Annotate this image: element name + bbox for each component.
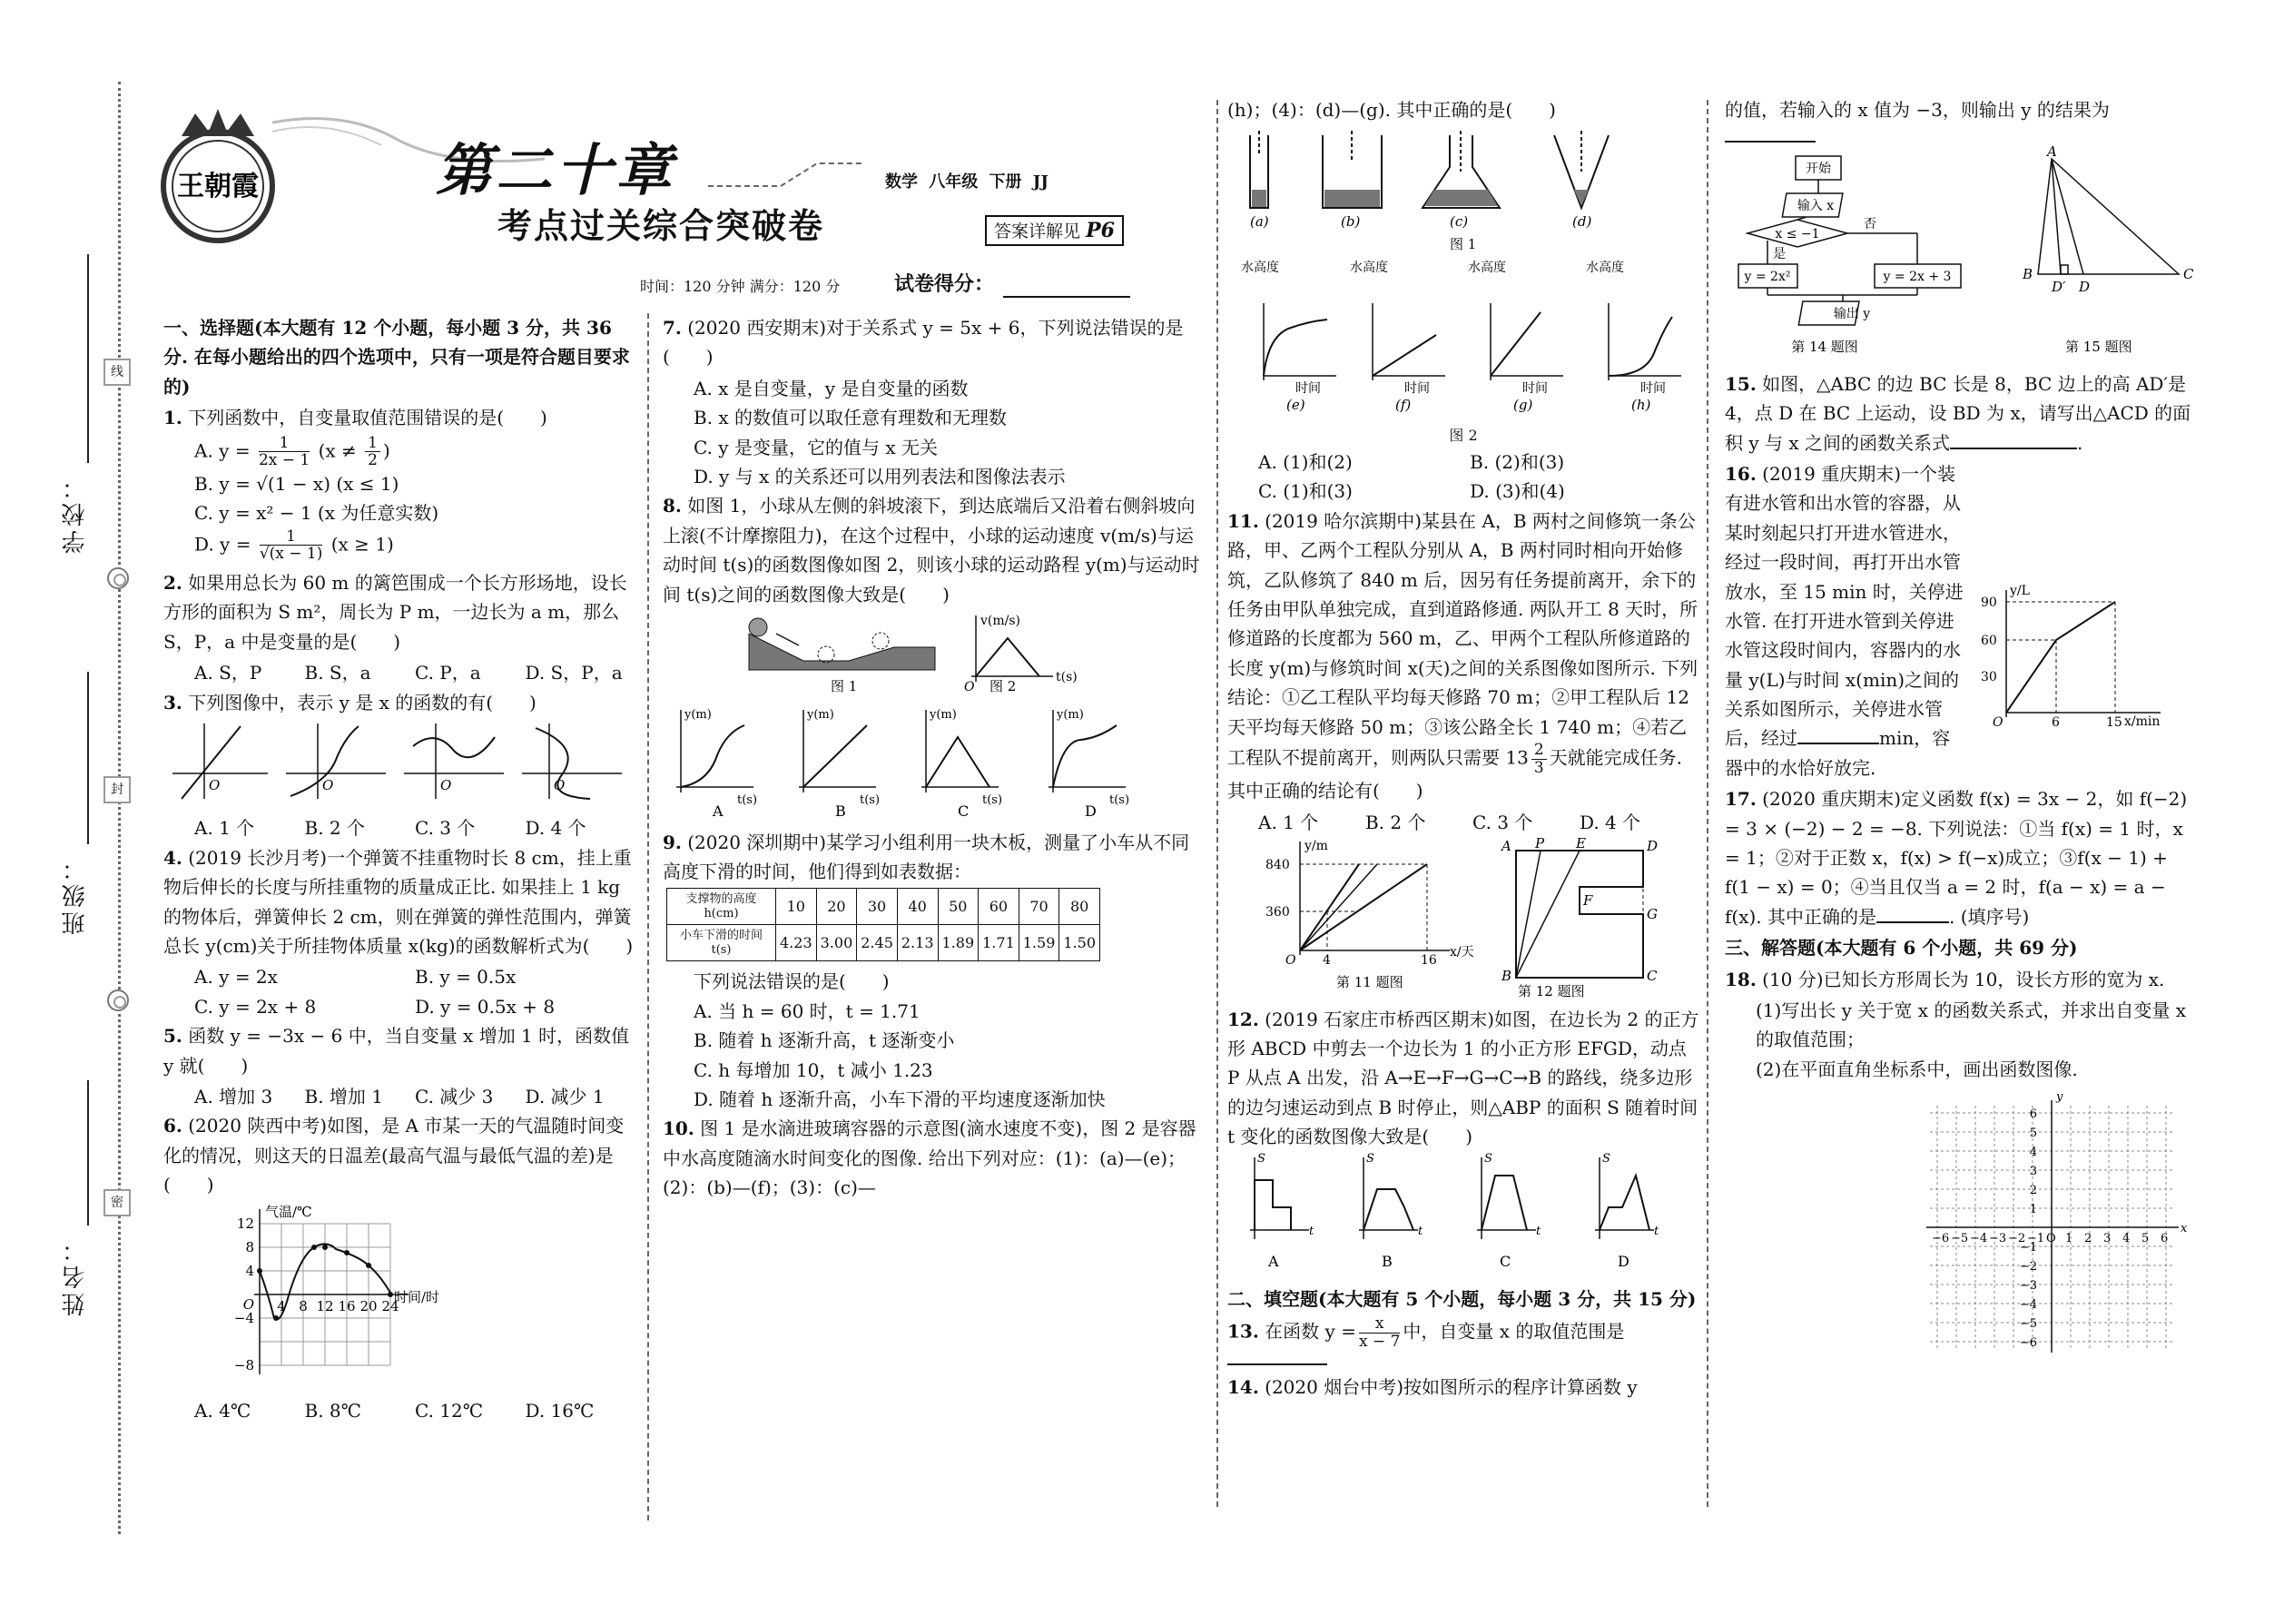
q1-option-a[interactable]: A. y = $\frac{1}{2x - 1}$ (x ≠ $\frac{1}{2}$ ) (194, 433, 390, 470)
q4-option-b[interactable]: B. y = 0.5x (415, 966, 517, 989)
y-tick-label: −3 (2019, 1279, 2037, 1294)
x-tick-label: O (2046, 1232, 2056, 1246)
q8-option-c: C (958, 802, 970, 821)
q11-options (1227, 808, 1699, 837)
q5-option-a[interactable]: A. 增加 3 (194, 1085, 273, 1107)
binding-hole (107, 567, 129, 589)
q9-option-d[interactable]: D. 随着 h 逐渐升高，小车下滑的平均速度逐渐加快 (694, 1088, 1106, 1111)
svg-text:y(m): y(m) (930, 708, 957, 723)
svg-text:图 1: 图 1 (831, 677, 858, 694)
y-tick-label: 4 (2029, 1146, 2037, 1160)
q10-stem: 图 1 是水滴进玻璃容器的示意图(滴水速度不变)，图 2 是容器中水高度随滴水时间变化的图像. 给出下列对应：(1)：(a)—(e)；(2)：(b)—(f)；(3)：(c)— (663, 1117, 1196, 1199)
q12-option-d: D (1618, 1253, 1629, 1271)
svg-text:(f): (f) (1395, 396, 1412, 413)
x-tick-label: 1 (2065, 1232, 2073, 1246)
question-1: 1. 下列函数中，自变量取值范围错误的是( ) (163, 407, 547, 429)
q2-option-c[interactable]: C. P，a (415, 662, 481, 684)
x-tick-label: −4 (1970, 1232, 1988, 1246)
x-tick-label: 6 (2161, 1232, 2169, 1246)
question-8: 8. 如图 1，小球从左侧的斜坡滚下，到达底端后又沿着右侧斜坡向上滚(不计摩擦阻力)，在这个过程中，小球的运动速度 v(m/s)与运动时间 t(s)的函数图像如图 2，则该小球的运动路程 y(m)与运动时间 t(s)之间的函数图像大致是( ) (663, 495, 1200, 605)
q1-a-fraction: $\frac{1}{2x - 1}$ (258, 433, 310, 470)
q3-graph-b (286, 723, 386, 799)
svg-text:O: O (964, 679, 975, 694)
q8-stem: 如图 1，小球从左侧的斜坡滚下，到达底端后又沿着右侧斜坡向上滚(不计摩擦阻力)，在这个过程中，小球的运动速度 v(m/s)与运动时间 t(s)的函数图像如图 2，则该小球的运动路程 y(m)与运动时间 t(s)之间的函数图像大致是( ) (663, 495, 1200, 605)
svg-text:S: S (1602, 1152, 1610, 1166)
svg-text:O: O (440, 777, 452, 794)
svg-text:E: E (1576, 835, 1586, 852)
svg-text:输出 y: 输出 y (1833, 307, 1871, 322)
q16-water-chart (1970, 586, 2197, 731)
q3-option-c[interactable]: C. 3 个 (415, 817, 476, 840)
svg-text:6: 6 (2052, 715, 2060, 730)
x-axis-label: x (2181, 1222, 2188, 1236)
q6-stem: (2020 陕西中考)如图，是 A 市某一天的气温随时间变化的情况，则这天的日温差(最高气温与最低气温的差)是( ) (163, 1115, 625, 1196)
svg-text:第 11 题图: 第 11 题图 (1336, 974, 1403, 991)
x-tick-label: 5 (2141, 1232, 2150, 1246)
svg-text:y/m: y/m (1305, 839, 1328, 854)
question-18: 18. (10 分)已知长方形周长为 10，设长方形的宽为 x. (1725, 968, 2165, 990)
q14-continued: 的值，若输入的 x 值为 −3，则输出 y 的结果为 (1725, 99, 2110, 121)
q17-answer-blank[interactable] (1876, 921, 1949, 923)
q4-stem: (2019 长沙月考)一个弹簧不挂重物时长 8 cm，挂上重物后伸长的长度与所挂重物的质量成正比. 如果挂上 1 kg 的物体后，弹簧伸长 2 cm，则在弹簧的弹性范围内，弹簧总长 y(cm)关于所挂物体质量 x(kg)的函数解析式为( ) (163, 846, 634, 957)
seal-mark-line: 线 (103, 359, 131, 386)
q11-option-c[interactable]: C. 3 个 (1472, 811, 1533, 833)
q12-square-figure (1516, 851, 1643, 978)
svg-text:输入 x: 输入 x (1797, 199, 1835, 214)
svg-text:x ≤ −1: x ≤ −1 (1775, 227, 1820, 242)
svg-text:v(m/s): v(m/s) (980, 613, 1021, 628)
seal-mark-seal: 封 (103, 776, 131, 803)
question-11: 11. (2019 哈尔滨期中)某县在 A，B 两村之间修筑一条公路，甲、乙两个工程队分别从 A，B 两村同时相向开始修筑，乙队修筑了 840 m 后，因另有任务提前离开，余下的任务由甲队单独完成，直到道路修通. 两队开工 8 天时，所修道路的长度都为 560 m，乙、甲两个工程队所修道路的长度 y(m)与修筑时间 x(天)之间的关系图像如图所示. 下列结论：①乙工程队平均每天修路 70 m；②甲工程队后 12 天平均每天修路 50 m；③该公路全长 1 740 m；④若乙工程队不提前离开，则两队只需要 13 $\frac{2}{3}$ 天就能完成任务. 其中正确的结论有( ) (1227, 509, 1698, 802)
q7-option-a[interactable]: A. x 是自变量，y 是自变量的函数 (694, 377, 969, 399)
svg-text:F: F (1583, 892, 1593, 910)
q3-graph-d (522, 723, 622, 799)
x-tick-label: −1 (2027, 1232, 2045, 1246)
svg-text:O: O (209, 777, 221, 794)
y-tick-label: −5 (2019, 1317, 2037, 1332)
q4-option-d[interactable]: D. y = 0.5x + 8 (415, 995, 556, 1018)
q11-option-d[interactable]: D. 4 个 (1580, 811, 1641, 833)
question-13: 13. 在函数 y = $\frac{x}{x - 7}$ 中，自变量 x 的取值范围是 (1227, 1314, 1625, 1351)
q2-option-a[interactable]: A. S，P (194, 662, 262, 684)
svg-text:30: 30 (1981, 670, 1997, 684)
q1-stem: 下列函数中，自变量取值范围错误的是( ) (188, 407, 547, 429)
q14-answer-blank[interactable] (1725, 126, 1816, 143)
q13-answer-blank[interactable] (1227, 1363, 1327, 1365)
svg-text:O: O (1993, 715, 2004, 730)
q8-option-b: B (835, 802, 846, 821)
svg-text:20: 20 (359, 1297, 378, 1314)
svg-text:P: P (1535, 835, 1545, 852)
q11-q12-figures (1227, 835, 1699, 1000)
q3-option-a[interactable]: A. 1 个 (194, 817, 255, 840)
q7-option-d[interactable]: D. y 与 x 的关系还可以用列表法和图像法表示 (694, 465, 1066, 487)
svg-text:−4: −4 (233, 1309, 254, 1326)
svg-text:水高度: 水高度 (1468, 260, 1506, 275)
q18-coordinate-grid[interactable] (1915, 1090, 2197, 1363)
question-7: 7. (2020 西安期末)对于关系式 y = 5x + 6，下列说法错误的是( ) (663, 317, 1184, 369)
svg-text:S: S (1484, 1152, 1492, 1166)
q15-triangle (2038, 159, 2179, 274)
svg-text:C: C (2183, 266, 2194, 283)
q4-options-row1 (163, 962, 635, 991)
q6-ylabel: 气温/℃ (265, 1203, 312, 1220)
svg-text:t(s): t(s) (982, 793, 1003, 808)
svg-text:D: D (2079, 279, 2091, 296)
svg-text:24: 24 (381, 1297, 399, 1314)
q10-continued: (h)；(4)：(d)—(g). 其中正确的是( ) (1227, 99, 1556, 121)
q8-option-d: D (1085, 802, 1097, 821)
svg-text:时间: 时间 (1640, 380, 1666, 396)
q6-option-d[interactable]: D. 16℃ (525, 1399, 595, 1422)
score-label: 试卷得分： (894, 272, 995, 296)
name-label: 姓名： (62, 1235, 89, 1316)
svg-text:是: 是 (1773, 247, 1786, 262)
q5-option-c[interactable]: C. 减少 3 (415, 1085, 494, 1107)
column-2 (663, 313, 1203, 1205)
section-choice-title: 一、选择题(本大题有 12 个小题，每小题 3 分，共 36 分. 在每小题给出的四个选项中，只有一项是符合题目要求的) (163, 317, 630, 398)
q3-option-b[interactable]: B. 2 个 (304, 817, 365, 840)
y-tick-label: 2 (2029, 1184, 2037, 1198)
q10-options-row1 (1227, 448, 1699, 477)
q9-data-table (666, 888, 1100, 961)
svg-text:y = 2x²: y = 2x² (1744, 270, 1791, 285)
question-14: 14. (2020 烟台中考)按如图所示的程序计算函数 y (1227, 1375, 1638, 1398)
svg-text:O: O (1285, 953, 1296, 969)
q6-option-c[interactable]: C. 12℃ (415, 1399, 484, 1422)
binding-hole (107, 989, 129, 1011)
svg-text:12: 12 (236, 1215, 254, 1232)
svg-text:t(s): t(s) (737, 793, 758, 808)
q3-graph-c (404, 723, 504, 799)
q11-fraction: $\frac{2}{3}$ (1531, 742, 1547, 776)
q7-option-b[interactable]: B. x 的数值可以取任意有理数和无理数 (694, 407, 1008, 429)
score-field[interactable] (1003, 296, 1130, 298)
svg-text:840: 840 (1265, 858, 1290, 873)
table-row: 小车下滑的时间t(s) 4.23 3.00 2.45 2.13 1.89 1.71 1.59 1.50 (667, 925, 1100, 961)
q4-option-a[interactable]: A. y = 2x (194, 966, 278, 989)
question-4: 4. (2019 长沙月考)一个弹簧不挂重物时长 8 cm，挂上重物后伸长的长度与所挂重物的质量成正比. 如果挂上 1 kg 的物体后，弹簧伸长 2 cm，则在弹簧的弹性范围内，弹簧总长 y(cm)关于所挂物体质量 x(kg)的函数解析式为( ) (163, 846, 634, 957)
q11-graph (1300, 842, 1450, 955)
question-15: 15. 如图，△ABC 的边 BC 长是 8，BC 边上的高 AD′是 4，点 D 在 BC 上运动，设 BD 为 x，请写出△ACD 的面积 y 与 x 之间的函数关系式 . (1725, 372, 2191, 454)
svg-text:S: S (1257, 1152, 1265, 1166)
svg-text:时间: 时间 (1404, 380, 1430, 396)
answer-ref-label: 答案详解见 (994, 221, 1081, 241)
q12-option-b: B (1382, 1253, 1393, 1271)
q2-options (163, 658, 635, 687)
svg-text:y(m): y(m) (807, 708, 834, 723)
svg-text:16: 16 (1421, 953, 1437, 969)
svg-text:t(s): t(s) (1109, 793, 1130, 808)
y-tick-label: −1 (2019, 1241, 2037, 1255)
y-tick-label: −6 (2019, 1336, 2037, 1351)
q11-stem: (2019 哈尔滨期中)某县在 A，B 两村之间修筑一条公路，甲、乙两个工程队分别从 A，B 两村同时相向开始修筑，乙队修筑了 840 m 后，因另有任务提前离开，余下的任务由甲队单独完成，直到道路修通. 两队开工 8 天时，所修道路的长度都为 560 m，乙、甲两个工程队所修道路的长度 y(m)与修筑时间 x(天)之间的关系图像如图所示. 下列结论：①乙工程队平均每天修路 70 m；②甲工程队后 12 天平均每天修路 50 m；③该公路全长 1 740 m；④若乙工程队不提前离开，则两队只需要 13 (1227, 509, 1698, 769)
svg-text:−8: −8 (233, 1356, 254, 1373)
column-1 (163, 313, 635, 1425)
class-field[interactable] (87, 672, 89, 844)
q8-slope-figure (749, 618, 935, 694)
q8-option-a: A (713, 802, 724, 821)
svg-text:图 2: 图 2 (989, 677, 1017, 694)
x-tick-label: −2 (2008, 1232, 2026, 1246)
q6-option-b[interactable]: B. 8℃ (304, 1399, 362, 1422)
q6-option-a[interactable]: A. 4℃ (194, 1399, 251, 1422)
q10-option-b[interactable]: B. (2)和(3) (1470, 451, 1565, 474)
q1-option-d[interactable]: D. y = $\frac{1}{√(x - 1)}$ (x ≥ 1) (194, 527, 394, 564)
svg-text:时间: 时间 (1295, 380, 1321, 396)
q5-option-b[interactable]: B. 增加 1 (304, 1085, 383, 1107)
svg-text:(b): (b) (1341, 213, 1361, 231)
q8-figures (663, 611, 1203, 697)
q2-option-d[interactable]: D. S，P，a (525, 662, 623, 684)
q9-option-c[interactable]: C. h 每增加 10，t 减小 1.23 (694, 1058, 933, 1081)
svg-text:B: B (1501, 968, 1512, 985)
subject-meta: 数学 八年级 下册 JJ (885, 172, 1049, 192)
svg-text:水高度: 水高度 (1241, 260, 1279, 275)
svg-text:开始: 开始 (1806, 162, 1831, 177)
svg-text:第 14 题图: 第 14 题图 (1791, 339, 1858, 356)
q14-q15-figures (1725, 143, 2197, 360)
svg-text:t: t (1536, 1225, 1541, 1239)
svg-text:A: A (1501, 838, 1511, 855)
q18-part2: (2)在平面直角坐标系中，画出函数图像. (1756, 1058, 2078, 1080)
q11-option-b[interactable]: B. 2 个 (1365, 811, 1426, 833)
svg-text:B: B (2023, 266, 2033, 283)
q5-options (163, 1082, 635, 1111)
svg-text:4: 4 (277, 1297, 286, 1314)
q15-answer-blank[interactable] (1950, 448, 2077, 449)
section-answer-title: 三、解答题(本大题有 6 个小题，共 69 分) (1725, 937, 2078, 960)
svg-text:4: 4 (1323, 953, 1331, 969)
paper-subtitle: 考点过关综合突破卷 (497, 205, 825, 246)
q5-option-d[interactable]: D. 减少 1 (525, 1085, 605, 1107)
q16-answer-blank[interactable] (1797, 743, 1879, 744)
svg-text:G: G (1647, 906, 1658, 923)
q10-option-a[interactable]: A. (1)和(2) (1258, 451, 1353, 474)
svg-text:8: 8 (299, 1297, 308, 1314)
svg-text:C: C (1647, 968, 1658, 985)
svg-text:60: 60 (1981, 634, 1997, 648)
svg-text:A: A (2047, 143, 2057, 161)
q4-options-row2 (163, 992, 635, 1021)
q10-fig2-caption: 图 2 (1449, 427, 1478, 445)
q6-temperature-chart (163, 1202, 635, 1388)
x-tick-label: 2 (2084, 1232, 2092, 1246)
svg-text:360: 360 (1265, 905, 1290, 920)
svg-text:t(s): t(s) (860, 793, 881, 808)
x-tick-label: 3 (2103, 1232, 2112, 1246)
svg-text:D: D (1647, 838, 1659, 855)
svg-text:水高度: 水高度 (1586, 260, 1624, 275)
svg-text:O: O (242, 1295, 254, 1313)
q18-stem: (10 分)已知长方形周长为 10，设长方形的宽为 x. (1762, 968, 2165, 990)
q3-option-d[interactable]: D. 4 个 (525, 817, 586, 840)
column-4 (1725, 95, 2197, 1373)
y-tick-label: −2 (2019, 1260, 2037, 1275)
question-6: 6. (2020 陕西中考)如图，是 A 市某一天的气温随时间变化的情况，则这天的日温差(最高气温与最低气温的差)是( ) (163, 1115, 625, 1196)
svg-text:S: S (1366, 1152, 1374, 1166)
svg-text:y/L: y/L (2010, 584, 2030, 598)
svg-text:t: t (1654, 1225, 1659, 1239)
answer-page: P6 (1086, 219, 1115, 242)
q2-stem: 如果用总长为 60 m 的篱笆围成一个长方形场地，设长方形的面积为 S m²，周长为 P m，一边长为 a m，那么 S，P，a 中是变量的是( ) (163, 572, 627, 653)
table-row: 支撑物的高度h(cm) 10 20 30 40 50 60 70 80 (667, 889, 1100, 925)
question-2: 2. 如果用总长为 60 m 的篱笆围成一个长方形场地，设长方形的面积为 S m²，周长为 P m，一边长为 a m，那么 S，P，a 中是变量的是( ) (163, 572, 627, 653)
q2-option-b[interactable]: B. S，a (304, 662, 371, 684)
svg-text:O: O (554, 777, 566, 794)
svg-text:水高度: 水高度 (1350, 260, 1388, 275)
q12-stem: (2019 石家庄市桥西区期末)如图，在边长为 2 的正方形 ABCD 中剪去一个边长为 1 的小正方形 EFGD，动点 P 从点 A 出发，沿 A→E→F→G→C→B 的路线，绕多边形的边匀速运动到点 B 时停止，则△ABP 的面积 S 随着时间 t 变化的函数图像大致是( ) (1227, 1008, 1699, 1148)
svg-text:x/天: x/天 (1450, 945, 1474, 960)
q6-options (163, 1396, 635, 1425)
q18-part1: (1)写出长 y 关于宽 x 的函数关系式，并求出自变量 x 的取值范围； (1756, 999, 2186, 1051)
q12-option-c: C (1500, 1253, 1511, 1271)
svg-text:(e): (e) (1286, 396, 1305, 413)
svg-text:第 15 题图: 第 15 题图 (2065, 339, 2132, 356)
svg-text:否: 否 (1864, 217, 1876, 232)
x-tick-label: −6 (1932, 1232, 1950, 1246)
svg-text:时间: 时间 (1522, 380, 1548, 396)
q10-options-row2 (1227, 477, 1699, 506)
q4-option-c[interactable]: C. y = 2x + 8 (194, 995, 317, 1018)
q11-option-a[interactable]: A. 1 个 (1258, 811, 1319, 833)
column-3 (1227, 95, 1699, 1403)
school-field[interactable] (87, 254, 89, 463)
chapter-title: 第二十章 (436, 137, 676, 203)
svg-text:t: t (1418, 1225, 1423, 1239)
y-tick-label: 1 (2029, 1203, 2037, 1217)
question-3: 3. 下列图像中，表示 y 是 x 的函数的有( ) (163, 691, 537, 714)
q12-option-a: A (1268, 1253, 1279, 1271)
svg-text:90: 90 (1981, 595, 1997, 610)
svg-text:16: 16 (338, 1297, 356, 1314)
svg-text:O: O (322, 777, 334, 794)
q1-a-cond-fraction: $\frac{1}{2}$ (365, 435, 380, 469)
q16-stem: (2019 重庆期末)一个装有进水管和出水管的容器，从某时刻起只打开进水管进水，经过一段时间，再打开出水管放水，至 15 min 时，关停进水管. 在打开进水管到关停进水管这段时间内，容器内的水量 y(L)与时间 x(min)之间的关系如图所示，关停进水管后，经过 (1725, 462, 1964, 750)
y-tick-label: 5 (2029, 1127, 2037, 1141)
q9-stem: (2020 深圳期中)某学习小组利用一块木板，测量了小车从不同高度下滑的时间，他们得到如表数据： (663, 831, 1190, 883)
q8-options-graphs (663, 705, 1203, 819)
svg-text:(h): (h) (1631, 396, 1651, 413)
q3-graphs (163, 719, 635, 805)
q13-fraction: $\frac{x}{x - 7}$ (1358, 1314, 1401, 1351)
school-label: 学校： (62, 472, 89, 554)
question-12: 12. (2019 石家庄市桥西区期末)如图，在边长为 2 的正方形 ABCD 中剪去一个边长为 1 的小正方形 EFGD，动点 P 从点 A 出发，沿 A→E→F→G→C→B 的路线，绕多边形的边匀速运动到点 B 时停止，则△ABP 的面积 S 随着时间 t 变化的函数图像大致是( ) (1227, 1008, 1699, 1148)
y-tick-label: −4 (2019, 1298, 2037, 1313)
svg-text:8: 8 (245, 1238, 254, 1255)
question-5: 5. 函数 y = −3x − 6 中，当自变量 x 增加 1 时，函数值 y 就( ) (163, 1025, 630, 1077)
publisher-logo (145, 100, 290, 245)
q15-stem: 如图，△ABC 的边 BC 长是 8，BC 边上的高 AD′是 4，点 D 在 BC 上运动，设 BD 为 x，请写出△ACD 的面积 y 与 x 之间的函数关系式 (1725, 372, 2191, 454)
svg-text:(g): (g) (1513, 396, 1533, 413)
q17-stem: (2020 重庆期末)定义函数 f(x) = 3x − 2，如 f(−2) = 3 × (−2) − 2 = −8. 下列说法：①当 f(x) = 1 时，x = 1；②对于正数 x，f(x) > f(−x)成立；③f(x − 1) + f(1 − x) = 0；④当且仅当 a = 2 时，f(a − x) = a − f(x). 其中正确的是 (1725, 788, 2188, 928)
q1-option-b[interactable]: B. y = √(1 − x) (x ≤ 1) (194, 472, 399, 495)
q9-option-a[interactable]: A. 当 h = 60 时，t = 1.71 (694, 999, 921, 1022)
question-17: 17. (2020 重庆期末)定义函数 f(x) = 3x − 2，如 f(−2) = 3 × (−2) − 2 = −8. 下列说法：①当 f(x) = 1 时，x = 1；②对于正数 x，f(x) > f(−x)成立；③f(x − 1) + f(1 − x) = 0；④当且仅当 a = 2 时，f(a − x) = a − f(x). 其中正确的是 . (填序号) (1725, 788, 2188, 928)
time-score: 时间：120 分钟 满分：120 分 (640, 278, 841, 295)
class-label: 班级： (62, 853, 89, 935)
svg-text:(a): (a) (1250, 213, 1269, 231)
q1-option-c[interactable]: C. y = x² − 1 (x 为任意实数) (194, 502, 439, 525)
svg-text:12: 12 (316, 1297, 334, 1314)
y-tick-label: 3 (2029, 1165, 2037, 1179)
svg-text:15: 15 (2106, 715, 2122, 730)
svg-text:t: t (1309, 1225, 1314, 1239)
svg-text:(c): (c) (1450, 213, 1469, 231)
svg-text:y(m): y(m) (684, 708, 712, 723)
q1-d-fraction: $\frac{1}{√(x - 1)}$ (259, 527, 323, 564)
svg-text:t(s): t(s) (1056, 669, 1078, 684)
svg-text:y = 2x + 3: y = 2x + 3 (1883, 270, 1952, 285)
y-axis-label: y (2056, 1090, 2063, 1105)
column-divider (647, 313, 649, 1521)
section-fill-title: 二、填空题(本大题有 5 个小题，每小题 3 分，共 15 分) (1227, 1287, 1697, 1310)
question-16: 16. (2019 重庆期末)一个装有进水管和出水管的容器，从某时刻起只打开进水管进水，经过一段时间，再打开出水管放水，至 15 min 时，关停进水管. 在打开进水管到关停进水管这段时间内，容器内的水量 y(L)与时间 x(min)之间的关系如图所示，关停进水管后，经过 min，容器中的水恰好放完. (1725, 462, 1964, 779)
svg-text:y(m): y(m) (1057, 708, 1084, 723)
svg-text:图 1: 图 1 (1450, 236, 1477, 253)
question-9: 9. (2020 深圳期中)某学习小组利用一块木板，测量了小车从不同高度下滑的时间，他们得到如表数据： (663, 831, 1190, 883)
q9-question: 下列说法错误的是( ) (694, 970, 890, 993)
svg-text:D′: D′ (2052, 279, 2066, 296)
q14-stem: (2020 烟台中考)按如图所示的程序计算函数 y (1265, 1375, 1638, 1398)
svg-text:(d): (d) (1572, 213, 1592, 231)
q3-graph-a (172, 723, 268, 799)
q3-stem: 下列图像中，表示 y 是 x 的函数的有( ) (188, 691, 537, 714)
x-tick-label: −5 (1951, 1232, 1969, 1246)
column-divider (1707, 100, 1708, 1507)
binding-dotted-line (118, 82, 121, 1534)
name-field[interactable] (87, 1080, 89, 1225)
q10-containers (1227, 126, 1699, 253)
q9-option-b[interactable]: B. 随着 h 逐渐升高，t 逐渐变小 (694, 1029, 955, 1052)
answer-reference (985, 215, 1124, 246)
q10-option-c[interactable]: C. (1)和(3) (1258, 480, 1353, 503)
column-divider (1216, 100, 1218, 1507)
svg-text:x/min: x/min (2124, 714, 2161, 729)
question-10: 10. 图 1 是水滴进玻璃容器的示意图(滴水速度不变)，图 2 是容器中水高度随滴水时间变化的图像. 给出下列对应：(1)：(a)—(e)；(2)：(b)—(f)；(3)：(c)— (663, 1117, 1196, 1199)
svg-text:4: 4 (245, 1262, 254, 1279)
q12-options-graphs (1227, 1153, 1699, 1275)
svg-text:第 12 题图: 第 12 题图 (1518, 983, 1585, 1000)
q10-option-d[interactable]: D. (3)和(4) (1470, 480, 1565, 503)
y-tick-label: 6 (2029, 1107, 2037, 1122)
q6-xlabel: 时间/时 (394, 1288, 440, 1305)
seal-mark-secret: 密 (103, 1189, 131, 1216)
q10-graphs (1227, 262, 1699, 421)
q14-flowchart (1738, 156, 1961, 325)
x-tick-label: −3 (1989, 1232, 2007, 1246)
x-tick-label: 4 (2122, 1232, 2131, 1246)
q7-stem: (2020 西安期末)对于关系式 y = 5x + 6，下列说法错误的是( ) (663, 317, 1184, 369)
logo-text: 王朝霞 (177, 171, 259, 202)
q7-option-c[interactable]: C. y 是变量，它的值与 x 无关 (694, 436, 938, 458)
q3-options (163, 813, 635, 842)
q5-stem: 函数 y = −3x − 6 中，当自变量 x 增加 1 时，函数值 y 就( ) (163, 1025, 630, 1077)
